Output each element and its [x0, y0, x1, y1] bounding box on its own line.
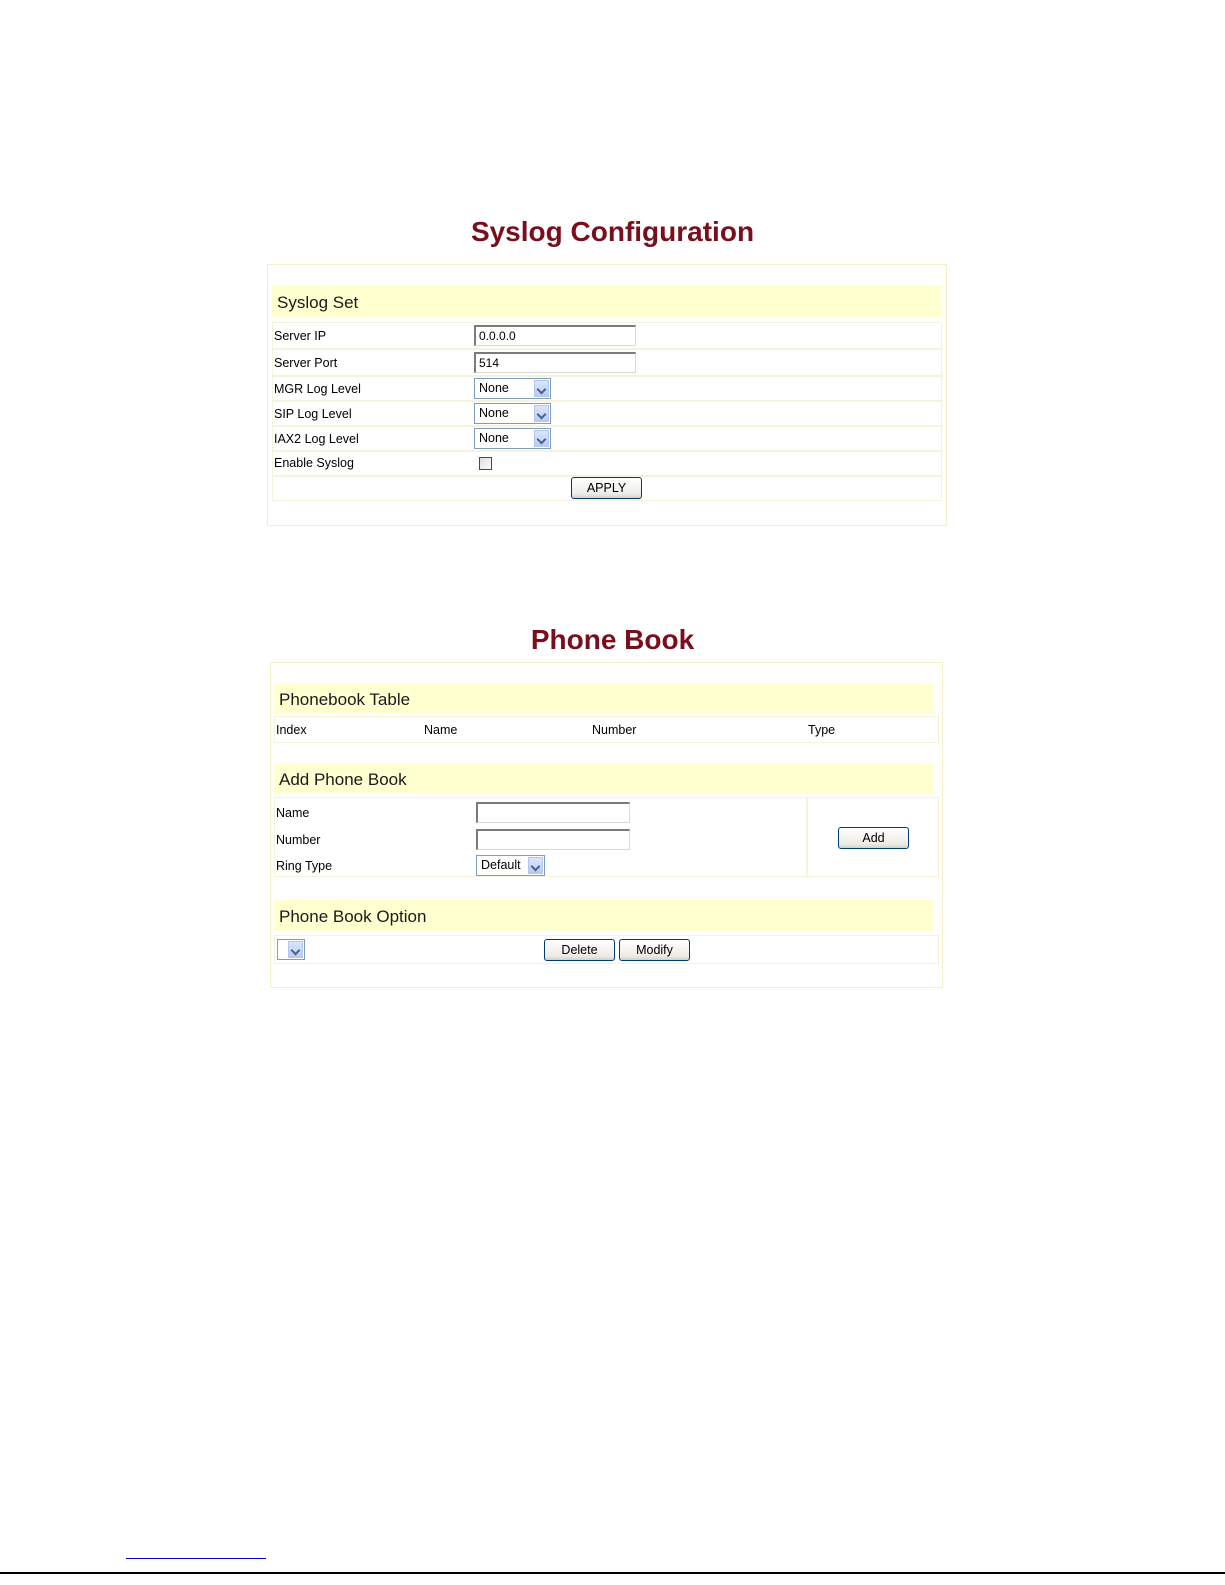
phonebook-table-title: Phonebook Table	[279, 690, 411, 709]
add-button[interactable]: Add	[838, 827, 909, 849]
page-bottom-rule	[0, 1572, 1225, 1574]
column-header-number: Number	[592, 723, 637, 737]
sip-log-level-select[interactable]	[474, 403, 551, 424]
add-name-input[interactable]	[476, 802, 630, 823]
sip-log-level-value: None	[479, 406, 509, 420]
iax2-log-level-label: IAX2 Log Level	[274, 432, 359, 446]
phonebook-entry-select[interactable]	[277, 939, 305, 960]
row-iax2-log-level	[272, 426, 942, 451]
column-header-index: Index	[276, 723, 307, 737]
server-port-input[interactable]: 514	[474, 352, 636, 373]
add-phonebook-title: Add Phone Book	[279, 770, 407, 789]
delete-button[interactable]: Delete	[544, 939, 615, 961]
column-header-type: Type	[808, 723, 836, 737]
enable-syslog-label: Enable Syslog	[274, 456, 354, 470]
enable-syslog-checkbox[interactable]	[479, 457, 492, 470]
mgr-log-level-value: None	[479, 381, 509, 395]
modify-button[interactable]: Modify	[619, 939, 690, 961]
row-mgr-log-level	[272, 376, 942, 401]
chevron-down-icon[interactable]	[288, 941, 303, 958]
phonebook-table-header	[274, 683, 934, 714]
row-enable-syslog	[272, 451, 942, 476]
phonebook-option-header	[274, 900, 934, 931]
mgr-log-level-select[interactable]	[474, 378, 551, 399]
phonebook-page-title: Phone Book	[530, 624, 695, 655]
iax2-log-level-value: None	[479, 431, 509, 445]
server-ip-label: Server IP	[274, 329, 327, 343]
chevron-down-icon[interactable]	[534, 380, 549, 397]
add-number-label: Number	[276, 833, 321, 847]
add-name-label: Name	[276, 806, 310, 820]
row-sip-log-level	[272, 401, 942, 426]
server-ip-input[interactable]: 0.0.0.0	[474, 325, 636, 346]
phonebook-option-title: Phone Book Option	[279, 907, 427, 926]
sip-log-level-label: SIP Log Level	[274, 407, 352, 421]
mgr-log-level-label: MGR Log Level	[274, 382, 361, 396]
chevron-down-icon[interactable]	[528, 857, 543, 874]
column-header-name: Name	[424, 723, 458, 737]
ring-type-value: Default	[481, 858, 521, 872]
apply-button[interactable]: APPLY	[571, 477, 642, 499]
add-number-input[interactable]	[476, 829, 630, 850]
iax2-log-level-select[interactable]	[474, 428, 551, 449]
chevron-down-icon[interactable]	[534, 430, 549, 447]
server-port-label: Server Port	[274, 356, 338, 370]
ring-type-label: Ring Type	[276, 859, 333, 873]
syslog-set-title: Syslog Set	[277, 293, 359, 312]
add-phonebook-header	[274, 763, 934, 794]
chevron-down-icon[interactable]	[534, 405, 549, 422]
footnote-rule	[126, 1558, 266, 1559]
syslog-set-header	[272, 286, 942, 317]
ring-type-select[interactable]	[476, 855, 545, 876]
syslog-page-title: Syslog Configuration	[470, 216, 755, 247]
